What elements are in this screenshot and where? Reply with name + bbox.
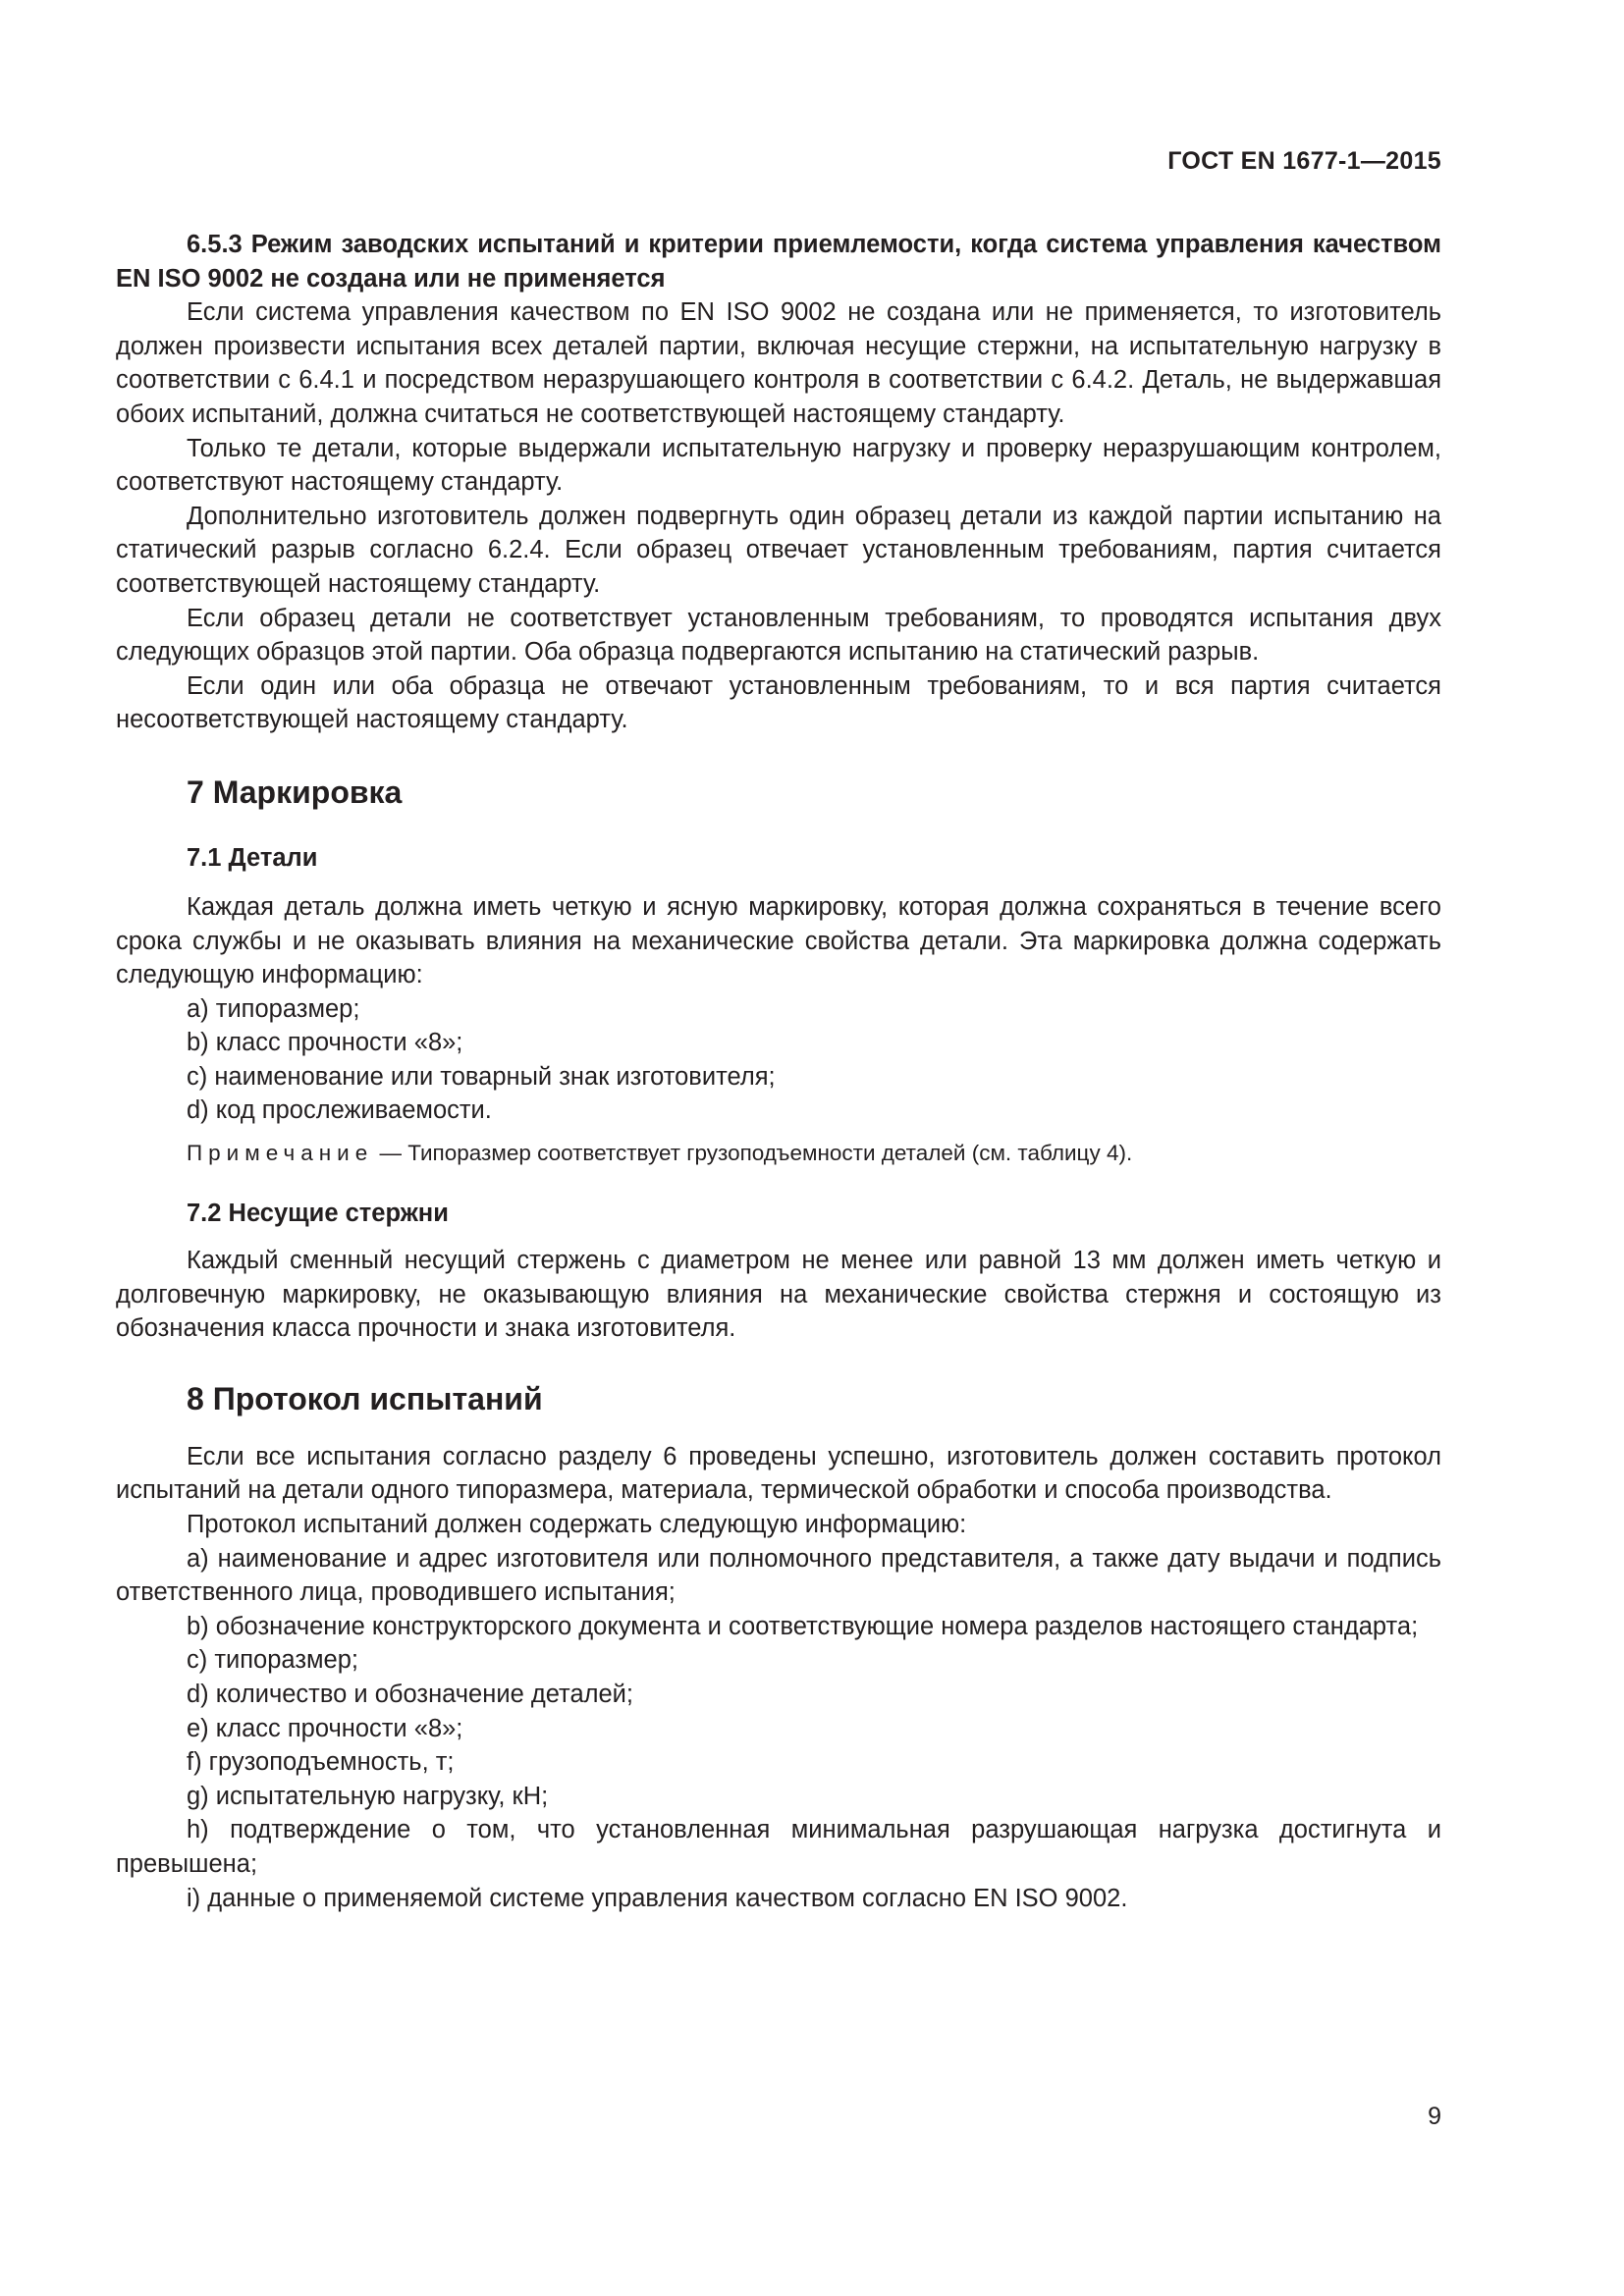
section-7-title: 7 Маркировка bbox=[187, 774, 403, 810]
note-text: — Типоразмер соответствует грузоподъемности деталей (см. таблицу 4). bbox=[373, 1141, 1133, 1166]
note-label: Примечание bbox=[187, 1141, 374, 1166]
paragraph: Только те детали, которые выдержали испытательную нагрузку и проверку неразрушающим контролем, соответствуют настоящему стандарту. bbox=[116, 434, 1441, 497]
paragraph: Если все испытания согласно разделу 6 проведены успешно, изготовитель должен составить протокол испытаний на детали одного типоразмера, материала, термической обработки и способа производства. bbox=[116, 1442, 1441, 1505]
note bbox=[116, 1138, 1441, 1169]
page-number: 9 bbox=[1428, 2103, 1441, 2130]
list-item: d) количество и обозначение деталей; bbox=[187, 1681, 634, 1708]
list-item: e) класс прочности «8»; bbox=[187, 1714, 463, 1742]
section-8-title: 8 Протокол испытаний bbox=[187, 1380, 543, 1416]
paragraph: Если один или оба образца не отвечают установленным требованиям, то и вся партия считается несоответствующей настоящему стандарту. bbox=[116, 671, 1441, 734]
paragraph: Протокол испытаний должен содержать следующую информацию: bbox=[187, 1511, 967, 1539]
paragraph: Каждый сменный несущий стержень с диаметром не менее или равной 13 мм должен иметь четкую и долговечную маркировку, не оказывающую влияния на механические свойства стержня и состоящую из обозначения класса прочности и знака изготовителя. bbox=[116, 1247, 1441, 1343]
paragraph: Если система управления качеством по EN ISO 9002 не создана или не применяется, то изготовитель должен произвести испытания всех деталей партии, включая несущие стержни, на испытательную нагрузку в соответствии с 6.4.1 и посредством неразрушающего контроля в соответствии с 6.4.2. Деталь, не выдержавшая обоих испытаний, должна считаться не соответствующей настоящему стандарту. bbox=[116, 298, 1441, 428]
list-item: b) обозначение конструкторского документа и соответствующие номера разделов настоящего стандарта; bbox=[187, 1612, 1419, 1640]
list-item: a) типоразмер; bbox=[187, 994, 360, 1023]
subsection-7-1-title: 7.1 Детали bbox=[187, 843, 318, 872]
list-item: d) код прослеживаемости. bbox=[187, 1096, 492, 1125]
paragraph: Если образец детали не соответствует установленным требованиям, то проводятся испытания двух следующих образцов этой партии. Оба образца подвергаются испытанию на статический разрыв. bbox=[116, 604, 1441, 667]
standard-designation: ГОСТ EN 1677-1—2015 bbox=[1167, 147, 1441, 175]
list-item: c) типоразмер; bbox=[187, 1646, 358, 1675]
paragraph: Каждая деталь должна иметь четкую и ясную маркировку, которая должна сохраняться в течение всего срока службы и не оказывать влияния на механические свойства детали. Эта маркировка должна содержать следующую информацию: bbox=[116, 892, 1441, 989]
list-item: g) испытательную нагрузку, кН; bbox=[187, 1782, 549, 1810]
paragraph: Дополнительно изготовитель должен подвергнуть один образец детали из каждой партии испытанию на статический разрыв согласно 6.2.4. Если образец отвечает установленным требованиям, партия считается соответствующей настоящему стандарту. bbox=[116, 502, 1441, 598]
subsection-7-2-title: 7.2 Несущие стержни bbox=[187, 1200, 449, 1228]
list-item: i) данные о применяемой системе управления качеством согласно EN ISO 9002. bbox=[187, 1884, 1128, 1912]
list-item: h) подтверждение о том, что установленная минимальная разрушающая нагрузка достигнута и превышена; bbox=[116, 1816, 1441, 1878]
subsection-6-5-3-title: 6.5.3 Режим заводских испытаний и критерии приемлемости, когда система управления качеством EN ISO 9002 не создана или не применяется bbox=[116, 231, 1441, 293]
list-item: b) класс прочности «8»; bbox=[187, 1029, 463, 1057]
page-content bbox=[116, 228, 1441, 1915]
list-item: f) грузоподъемность, т; bbox=[187, 1748, 455, 1777]
list-item: c) наименование или товарный знак изготовителя; bbox=[187, 1062, 776, 1091]
list-item: a) наименование и адрес изготовителя или полномочного представителя, а также дату выдачи и подпись ответственного лица, проводившего испытания; bbox=[116, 1544, 1441, 1607]
